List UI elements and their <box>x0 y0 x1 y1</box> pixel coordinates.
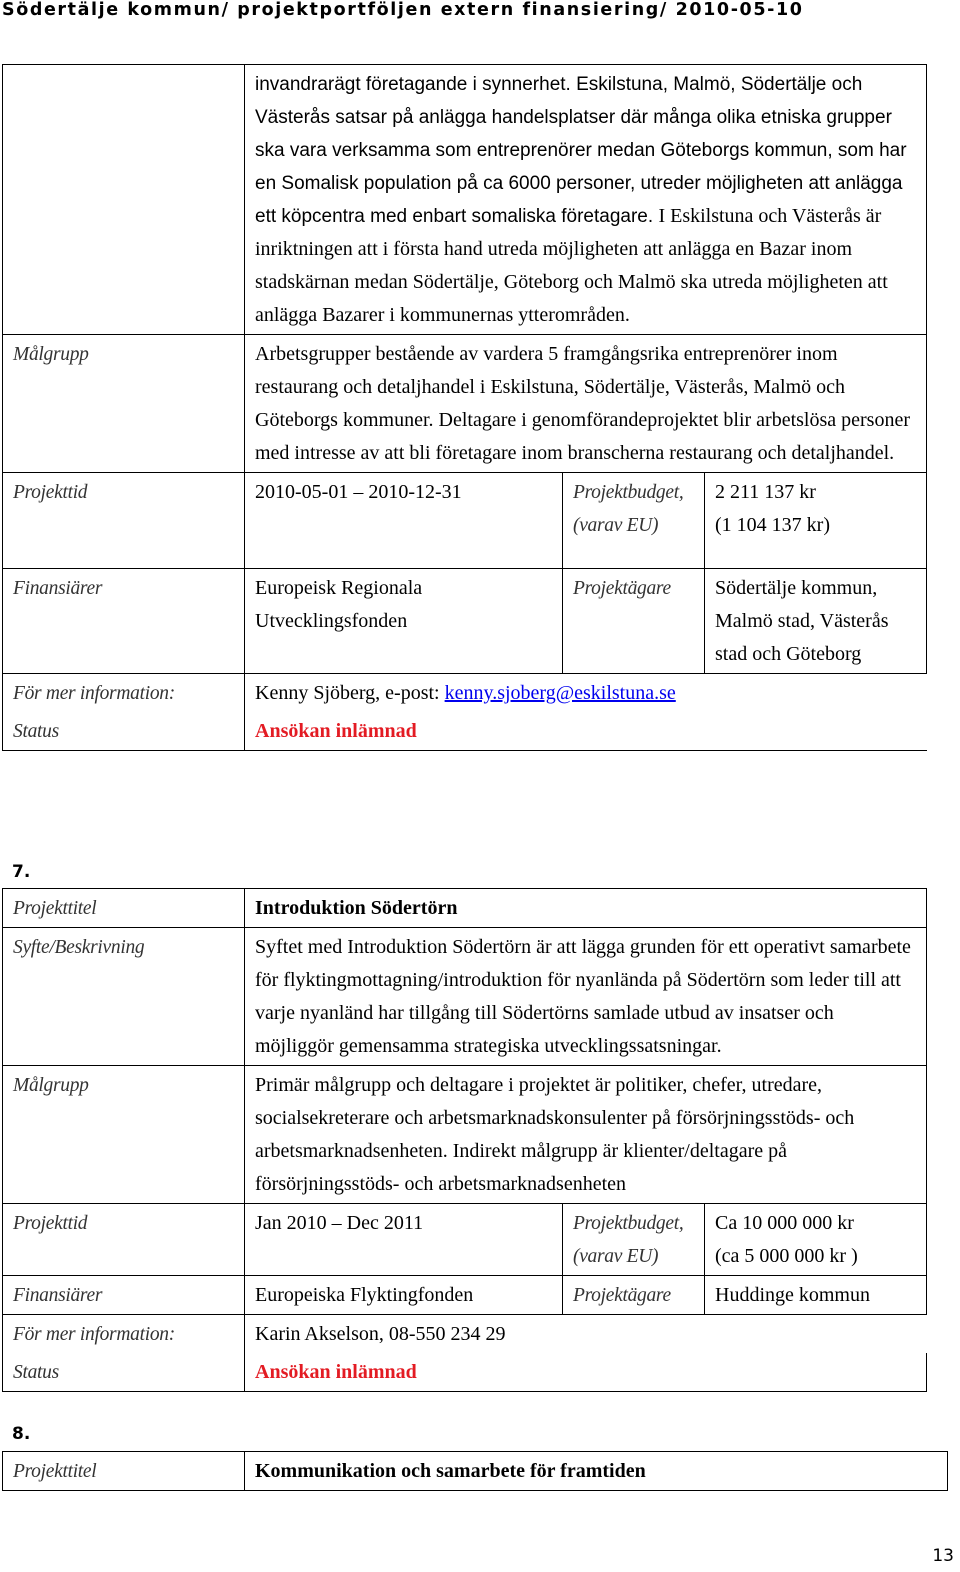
project-7-number: 7. <box>12 862 31 882</box>
budget-eu-amount: (1 104 137 kr) <box>715 514 830 536</box>
projekttid-value: Jan 2010 – Dec 2011 <box>245 1204 563 1276</box>
budget-eu-amount: (ca 5 000 000 kr ) <box>715 1245 858 1267</box>
syfte-value: Syftet med Introduktion Södertörn är att lägga grunden för ett operativt samarbete för flyktingmottagning/introduktion för nyanlända på Södertörn som leder till att varje nyanländ har tillgång till Södertörns samlade utbud av insatser och möjliggör gemensamma strategiska utvecklingssatsningar. <box>245 928 927 1066</box>
status-label: Status <box>3 1353 245 1392</box>
info-label: För mer information: <box>3 1315 245 1354</box>
varav-eu-label: (varav EU) <box>573 515 659 536</box>
projekttid-label: Projekttid <box>3 1204 245 1276</box>
finansiarer-value: Europeiska Flyktingfonden <box>245 1276 563 1315</box>
page-header: Södertälje kommun/ projektportföljen extern finansiering/ 2010-05-10 <box>2 0 804 20</box>
budget-value <box>705 473 927 569</box>
budget-label-text: Projektbudget, <box>573 482 684 503</box>
projekttitel-label: Projekttitel <box>3 889 245 928</box>
projektagare-label: Projektägare <box>563 569 705 674</box>
status-value: Ansökan inlämnad <box>245 712 927 751</box>
info-prefix: Kenny Sjöberg, e-post: <box>255 682 445 704</box>
projektagare-label: Projektägare <box>563 1276 705 1315</box>
info-value: Karin Akselson, 08-550 234 29 <box>245 1315 927 1354</box>
projektagare-value: Huddinge kommun <box>705 1276 927 1315</box>
budget-label <box>563 473 705 569</box>
projekttitel-label: Projekttitel <box>3 1452 245 1491</box>
projektagare-value: Södertälje kommun, Malmö stad, Västerås stad och Göteborg <box>705 569 927 674</box>
malgrupp-label: Målgrupp <box>3 1066 245 1204</box>
project-7-table <box>2 888 927 1392</box>
finansiarer-value: Europeisk Regionala Utvecklingsfonden <box>245 569 563 674</box>
budget-label-text: Projektbudget, <box>573 1213 684 1234</box>
budget-amount: 2 211 137 kr <box>715 481 816 503</box>
info-value <box>245 674 927 713</box>
finansiarer-label: Finansiärer <box>3 569 245 674</box>
malgrupp-part1: Arbetsgrupper bestående av vardera 5 framgångsrika entreprenörer inom restaurang och detaljhandel i Eskilstuna, Södertälje, Västerås, Malmö och Göteborgs kommuner. <box>255 343 846 431</box>
finansiarer-label: Finansiärer <box>3 1276 245 1315</box>
budget-value <box>705 1204 927 1276</box>
project-6-table <box>2 64 927 751</box>
malgrupp-value: Primär målgrupp och deltagare i projektet är politiker, chefer, utredare, socialsekreterare och arbetsmarknadskonsulenter på försörjningsstöds- och arbetsmarknadsenheten. Indirekt målgrupp är klienter/deltagare på försörjningsstöds- och arbetsmarknadsenheten <box>245 1066 927 1204</box>
info-label: För mer information: <box>3 674 245 713</box>
project-8-table <box>2 1451 948 1491</box>
page-number: 13 <box>932 1546 954 1566</box>
project-8-number: 8. <box>12 1424 31 1444</box>
syfte-label: Syfte/Beskrivning <box>3 928 245 1066</box>
malgrupp-part2: Deltagare i genomförandeprojektet blir arbetslösa personer med intresse av att bli företagare inom branscherna restaurang och detaljhandel. <box>255 409 910 464</box>
malgrupp-label: Målgrupp <box>3 335 245 473</box>
varav-eu-label: (varav EU) <box>573 1246 659 1267</box>
status-label: Status <box>3 712 245 751</box>
projekttitel-value: Kommunikation och samarbete för framtiden <box>245 1452 948 1491</box>
projekttid-value: 2010-05-01 – 2010-12-31 <box>245 473 563 569</box>
description-part2: I Eskilstuna och Västerås är inriktningen att i första hand utreda möjligheten att anlägga en Bazar inom stadskärnan medan Södertälje, Göteborg och Malmö ska utreda möjligheten att anlägga Bazarer i kommunernas ytterområden. <box>255 205 888 326</box>
email-link[interactable]: kenny.sjoberg@eskilstuna.se <box>444 682 676 704</box>
status-value: Ansökan inlämnad <box>245 1353 927 1392</box>
projekttid-label: Projekttid <box>3 473 245 569</box>
description-part1: invandrarägt företagande i synnerhet. Eskilstuna, Malmö, Södertälje och Västerås satsar på anlägga handelsplatser där många olika etniska grupper ska vara verksamma som entreprenörer medan Göteborgs kommun, som har en Somalisk population på ca 6000 personer, utreder möjligheten att anlägga ett köpcentra med enbart somaliska företagare. <box>255 74 907 227</box>
empty-label-cell <box>3 65 245 335</box>
budget-label <box>563 1204 705 1276</box>
malgrupp-cell <box>245 335 927 473</box>
description-cell <box>245 65 927 335</box>
budget-amount: Ca 10 000 000 kr <box>715 1212 854 1234</box>
projekttitel-value: Introduktion Södertörn <box>245 889 927 928</box>
